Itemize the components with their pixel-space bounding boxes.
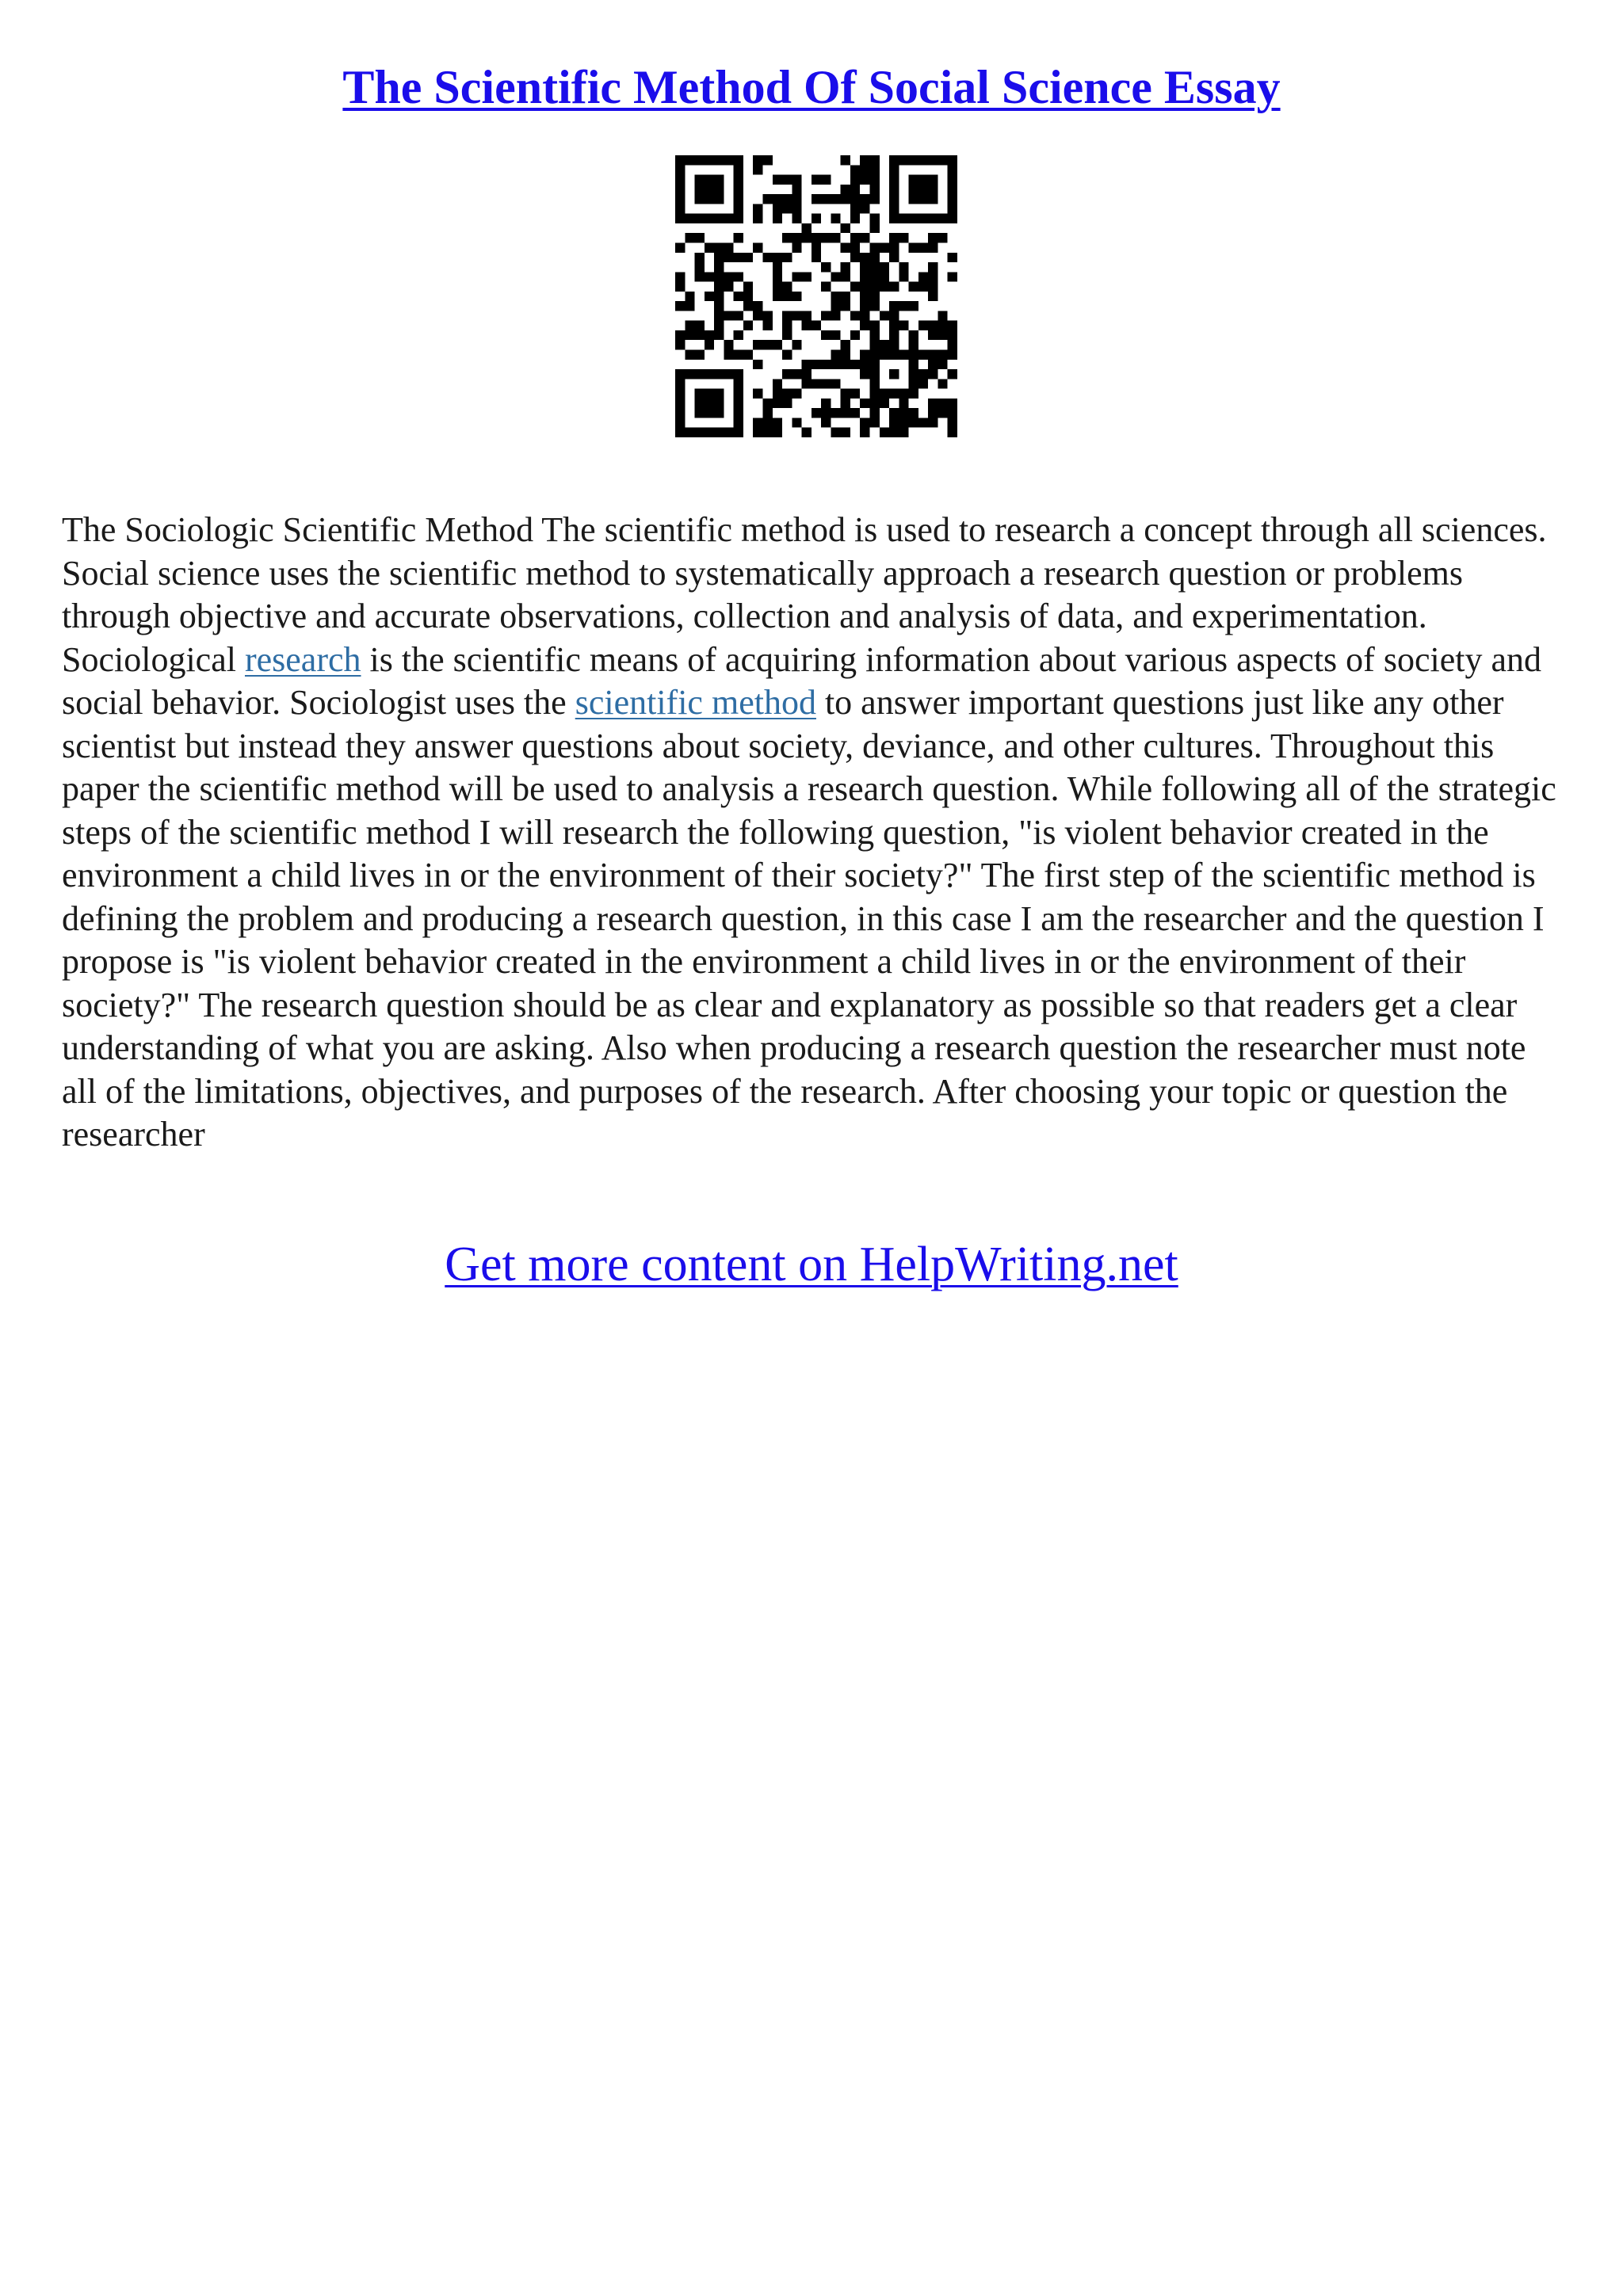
qr-code-icon [675, 155, 957, 437]
essay-text-part-1: The Sociologic Scientific Method The scientific method is used to research a concept through all sciences. Social science uses the scientific method to systematically approach a research question or problems through objective and accurate observations, collection and analysis of data, and experimentation. Sociological [62, 510, 1547, 679]
scientific-method-link[interactable]: scientific method [575, 683, 816, 722]
research-link[interactable]: research [244, 639, 361, 679]
essay-text-part-2: is the scientific means of acquiring information about various aspects of society and social behavior. Sociologist uses the [62, 639, 1541, 722]
title-container [0, 57, 1623, 117]
document-title-link[interactable]: The Scientific Method Of Social Science Essay [342, 61, 1281, 113]
footer-container [0, 1234, 1623, 1295]
essay-text-part-3: to answer important questions just like any other scientist but instead they answer questions about society, deviance, and other cultures. Throughout this paper the scientific method will be used to analysis a research question. While following all of the strategic steps of the scientific method I will research the following question, "is violent behavior created in the environment a child lives in or the environment of their society?" The first step of the scientific method is defining the problem and producing a research question, in this case I am the researcher and the question I propose is "is violent behavior created in the environment a child lives in or the environment of their society?" The research question should be as clear and explanatory as possible so that readers get a clear understanding of what you are asking. Also when producing a research question the researcher must note all of the limitations, objectives, and purposes of the research. After choosing your topic or question the researcher [62, 683, 1556, 1154]
essay-body [62, 509, 1568, 1157]
helpwriting-link[interactable]: Get more content on HelpWriting.net [445, 1238, 1178, 1291]
qr-code-graphic [675, 155, 957, 437]
